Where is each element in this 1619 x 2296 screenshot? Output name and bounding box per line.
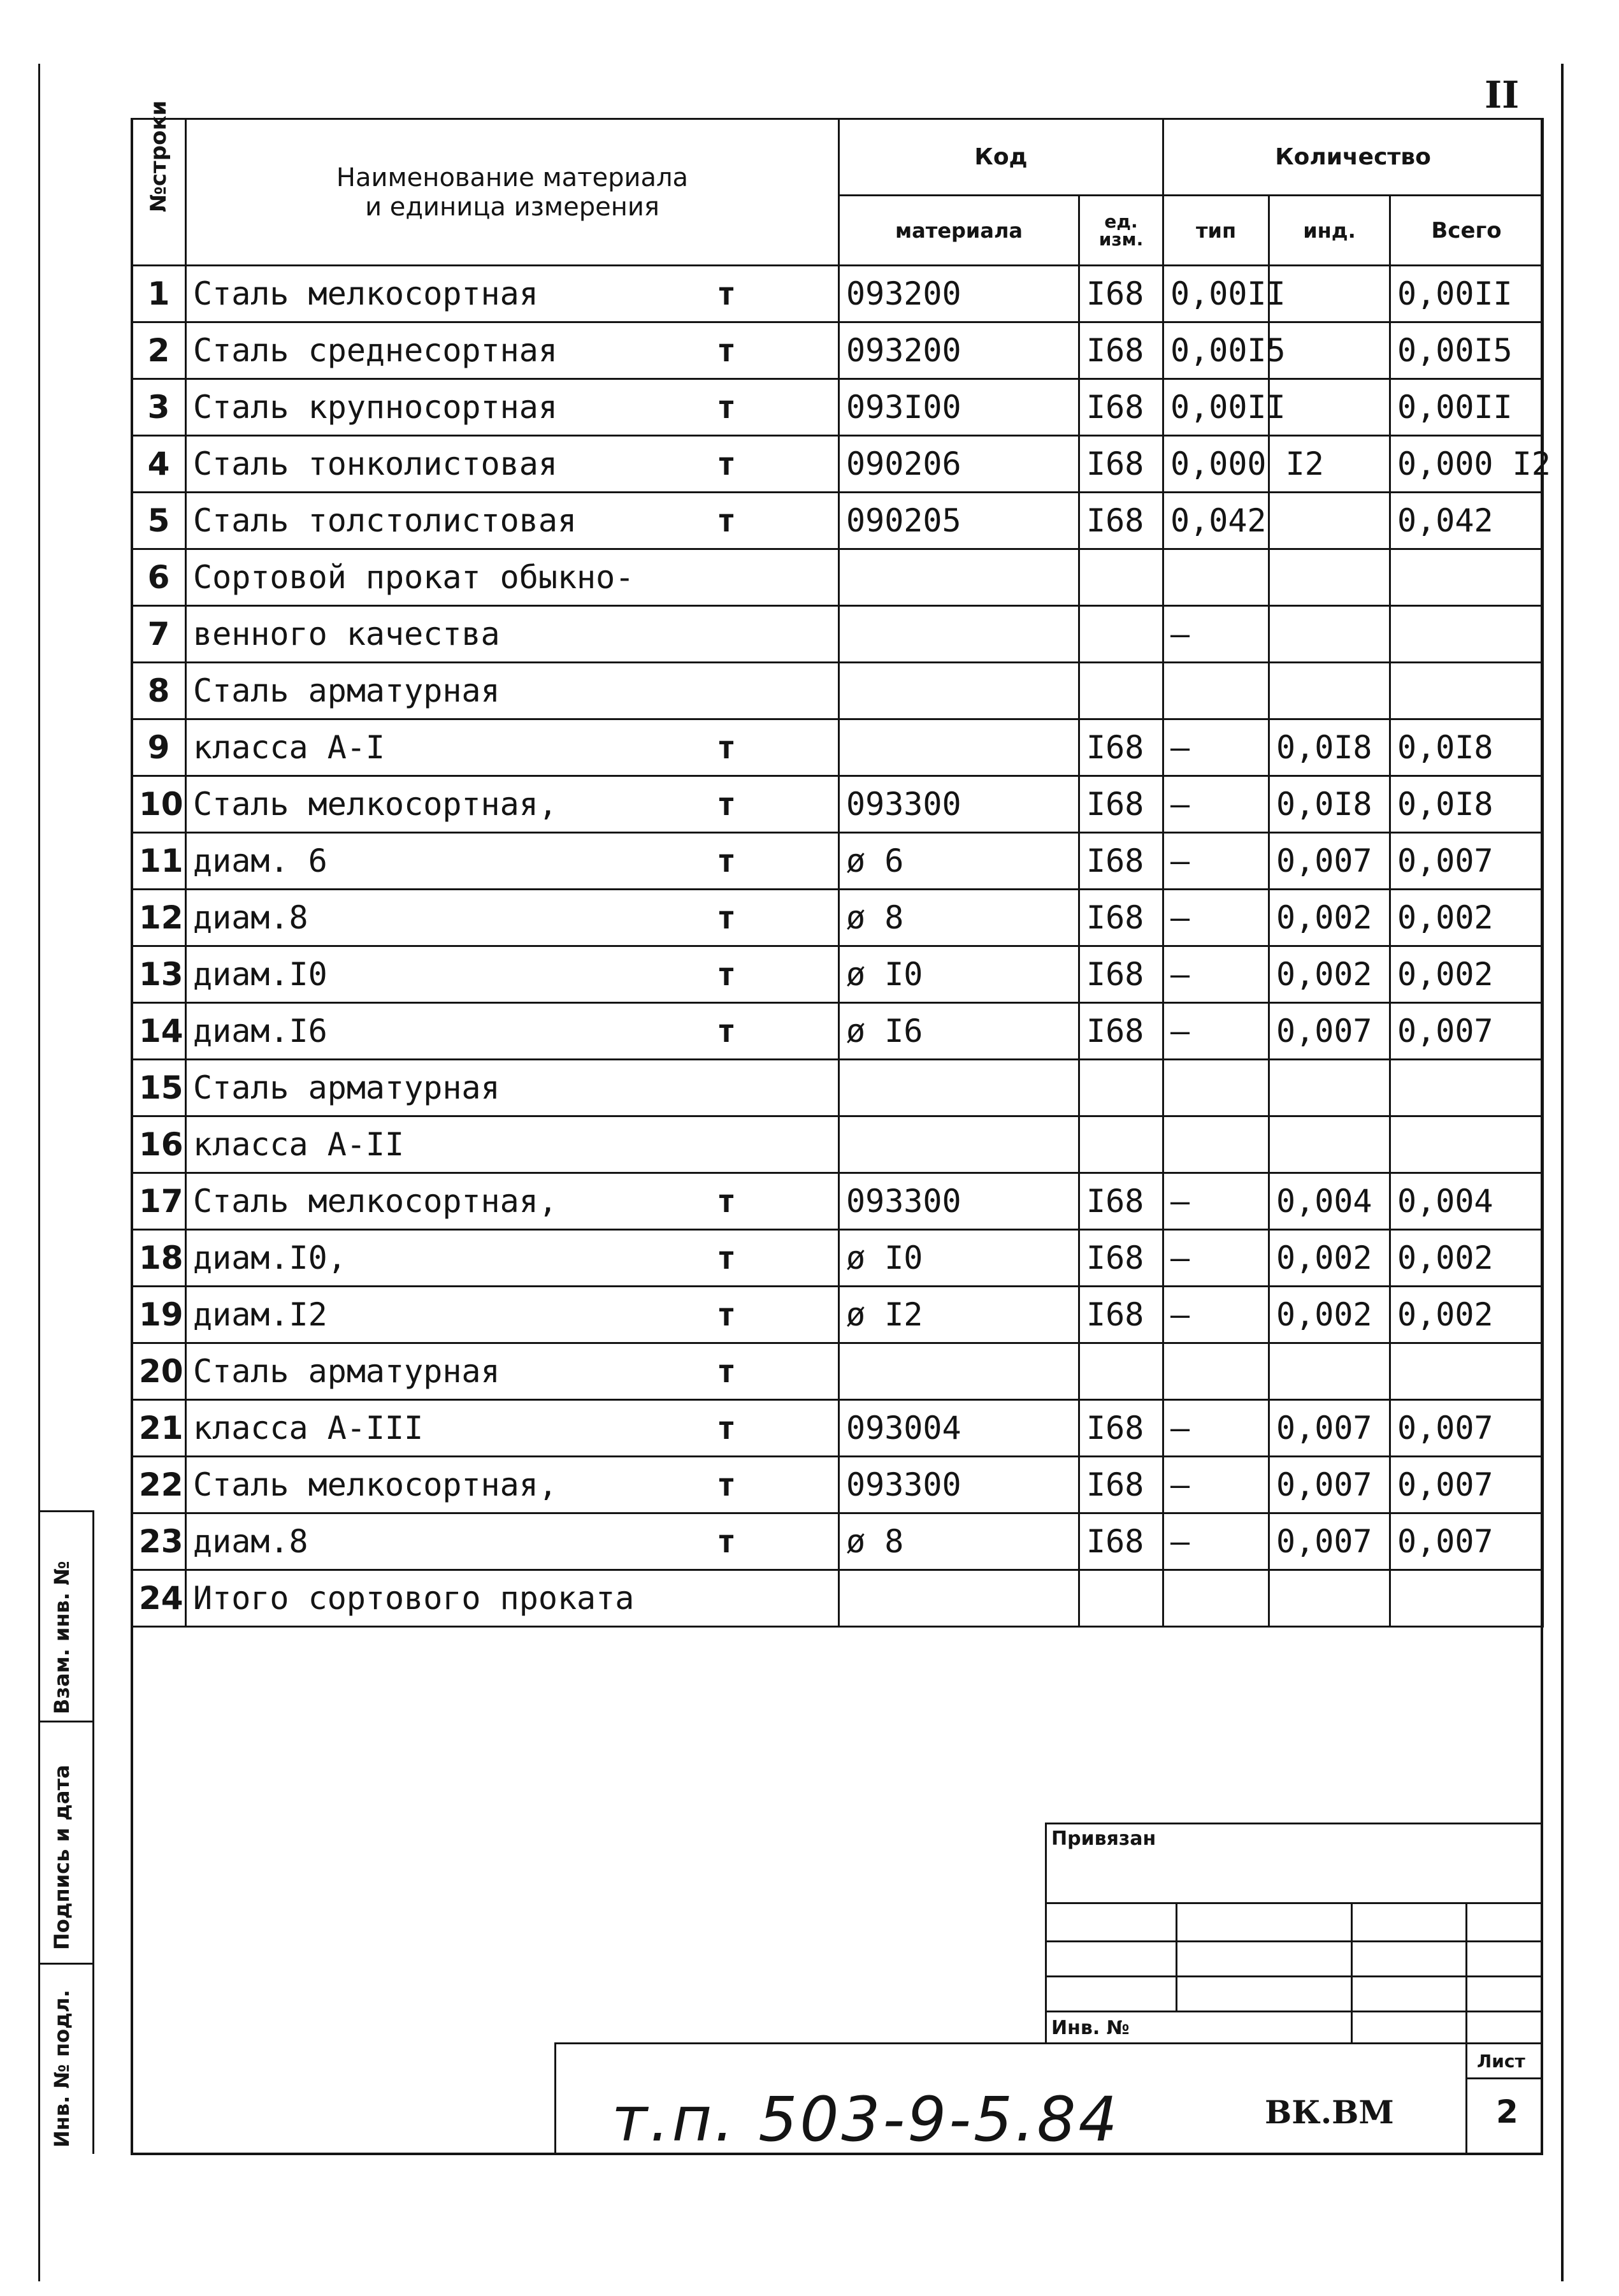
qty-ind: 0,002 bbox=[1269, 1287, 1390, 1343]
material-code: 093I00 bbox=[839, 379, 1079, 436]
qty-ind bbox=[1269, 1343, 1390, 1400]
unit-code: I68 bbox=[1079, 322, 1163, 379]
qty-type bbox=[1163, 549, 1269, 606]
qty-ind: 0,002 bbox=[1269, 1230, 1390, 1287]
table-row bbox=[132, 1003, 1543, 1060]
table-row bbox=[132, 1513, 1543, 1570]
qty-ind bbox=[1269, 1116, 1390, 1173]
material-name bbox=[186, 1457, 839, 1513]
qty-type: – bbox=[1163, 776, 1269, 833]
qty-type: – bbox=[1163, 1003, 1269, 1060]
unit-code: I68 bbox=[1079, 946, 1163, 1003]
qty-type: – bbox=[1163, 833, 1269, 890]
qty-total bbox=[1390, 1116, 1543, 1173]
qty-total: 0,007 bbox=[1390, 833, 1543, 890]
qty-type: – bbox=[1163, 719, 1269, 776]
unit-abbrev: т bbox=[716, 1523, 736, 1560]
header-row-no: №строки bbox=[132, 119, 186, 266]
unit-code: I68 bbox=[1079, 1457, 1163, 1513]
unit-abbrev: т bbox=[716, 1466, 736, 1503]
material-name-text: Сталь крупносортная bbox=[193, 389, 558, 426]
unit-abbrev: т bbox=[716, 1183, 736, 1220]
header-code-unit: ед. изм. bbox=[1079, 196, 1163, 266]
material-code: 093300 bbox=[839, 1457, 1079, 1513]
header-qty-ind: инд. bbox=[1269, 196, 1390, 266]
unit-code: I68 bbox=[1079, 1173, 1163, 1230]
material-code: ø I6 bbox=[839, 1003, 1079, 1060]
frame-margin-line bbox=[1561, 64, 1564, 2281]
material-name-text: класса А-II bbox=[193, 1126, 405, 1163]
row-number: 23 bbox=[132, 1513, 186, 1570]
material-code: 093200 bbox=[839, 266, 1079, 322]
unit-code: I68 bbox=[1079, 379, 1163, 436]
unit-abbrev: т bbox=[716, 1353, 736, 1390]
table-row bbox=[132, 776, 1543, 833]
qty-type: – bbox=[1163, 890, 1269, 946]
qty-total: 0,007 bbox=[1390, 1457, 1543, 1513]
stamp-h4 bbox=[1045, 2011, 1542, 2012]
qty-total: 0,002 bbox=[1390, 946, 1543, 1003]
qty-total: 0,007 bbox=[1390, 1003, 1543, 1060]
row-number: 10 bbox=[132, 776, 186, 833]
row-number: 8 bbox=[132, 663, 186, 719]
material-name-text: Сталь среднесортная bbox=[193, 332, 558, 369]
material-name bbox=[186, 1287, 839, 1343]
header-qty-total: Всего bbox=[1390, 196, 1543, 266]
material-name bbox=[186, 606, 839, 663]
unit-abbrev: т bbox=[716, 786, 736, 823]
unit-abbrev: т bbox=[716, 729, 736, 766]
side-box-right bbox=[92, 1510, 94, 2154]
page-number: II bbox=[1485, 73, 1520, 117]
unit-code: I68 bbox=[1079, 266, 1163, 322]
material-name-text: Сталь мелкосортная, bbox=[193, 786, 558, 823]
unit-code bbox=[1079, 663, 1163, 719]
material-name-text: Сталь арматурная bbox=[193, 672, 500, 709]
side-box-div2 bbox=[38, 1721, 94, 1722]
qty-total: 0,007 bbox=[1390, 1513, 1543, 1570]
qty-type: – bbox=[1163, 1230, 1269, 1287]
unit-code bbox=[1079, 549, 1163, 606]
material-name-text: Сталь мелкосортная bbox=[193, 275, 538, 312]
qty-ind bbox=[1269, 493, 1390, 549]
unit-code: I68 bbox=[1079, 1230, 1163, 1287]
qty-ind bbox=[1269, 1060, 1390, 1116]
material-code: ø 8 bbox=[839, 1513, 1079, 1570]
row-number: 13 bbox=[132, 946, 186, 1003]
qty-total bbox=[1390, 1570, 1543, 1627]
material-code: ø I2 bbox=[839, 1287, 1079, 1343]
row-number: 11 bbox=[132, 833, 186, 890]
unit-code bbox=[1079, 1116, 1163, 1173]
unit-code: I68 bbox=[1079, 719, 1163, 776]
qty-ind: 0,007 bbox=[1269, 1003, 1390, 1060]
qty-type: – bbox=[1163, 946, 1269, 1003]
document-reference: ВК.ВМ bbox=[1265, 2093, 1394, 2131]
material-name-text: класса А-I bbox=[193, 729, 385, 766]
table-row bbox=[132, 1457, 1543, 1513]
material-name bbox=[186, 890, 839, 946]
material-name-text: диам.8 bbox=[193, 899, 308, 936]
row-number: 3 bbox=[132, 379, 186, 436]
unit-abbrev: т bbox=[716, 1296, 736, 1333]
row-number: 24 bbox=[132, 1570, 186, 1627]
material-name bbox=[186, 776, 839, 833]
material-name bbox=[186, 493, 839, 549]
material-code: 093300 bbox=[839, 1173, 1079, 1230]
unit-abbrev: т bbox=[716, 502, 736, 539]
table-row bbox=[132, 1287, 1543, 1343]
qty-type: 0,00I5 bbox=[1163, 322, 1269, 379]
material-name bbox=[186, 1116, 839, 1173]
header-code-material: материала bbox=[839, 196, 1079, 266]
table-row bbox=[132, 436, 1543, 493]
qty-total: 0,00II bbox=[1390, 379, 1543, 436]
header-code: Код bbox=[839, 119, 1163, 196]
material-name-text: диам. 6 bbox=[193, 842, 327, 879]
row-number: 19 bbox=[132, 1287, 186, 1343]
unit-abbrev: т bbox=[716, 1013, 736, 1050]
material-name bbox=[186, 663, 839, 719]
materials-table bbox=[131, 100, 1551, 1628]
material-code bbox=[839, 1570, 1079, 1627]
material-name bbox=[186, 719, 839, 776]
row-number: 2 bbox=[132, 322, 186, 379]
qty-type: – bbox=[1163, 1513, 1269, 1570]
material-code bbox=[839, 663, 1079, 719]
table-row bbox=[132, 1060, 1543, 1116]
table-row bbox=[132, 1343, 1543, 1400]
material-code bbox=[839, 1343, 1079, 1400]
title-block-top bbox=[554, 2042, 1542, 2044]
material-name bbox=[186, 833, 839, 890]
qty-type: 0,00II bbox=[1163, 266, 1269, 322]
stamp-h1 bbox=[1045, 1902, 1542, 1904]
header-quantity: Количество bbox=[1163, 119, 1543, 196]
qty-ind: 0,002 bbox=[1269, 946, 1390, 1003]
stamp-inv-no: Инв. № bbox=[1051, 2017, 1130, 2039]
material-code: ø 6 bbox=[839, 833, 1079, 890]
material-name bbox=[186, 1513, 839, 1570]
stamp-h3 bbox=[1045, 1975, 1542, 1977]
qty-total bbox=[1390, 606, 1543, 663]
unit-code: I68 bbox=[1079, 1003, 1163, 1060]
material-name bbox=[186, 1570, 839, 1627]
material-name-text: Сталь толстолистовая bbox=[193, 502, 577, 539]
qty-total bbox=[1390, 663, 1543, 719]
document-number: т.п. 503-9-5.84 bbox=[612, 2084, 1120, 2155]
table-row bbox=[132, 493, 1543, 549]
unit-code: I68 bbox=[1079, 1287, 1163, 1343]
title-block-left bbox=[554, 2042, 556, 2154]
stamp-top bbox=[1045, 1823, 1542, 1824]
stamp-list-label: Лист bbox=[1477, 2051, 1525, 2072]
stamp-v3 bbox=[1465, 1902, 1467, 2154]
unit-abbrev: т bbox=[716, 445, 736, 482]
row-number: 16 bbox=[132, 1116, 186, 1173]
qty-type: – bbox=[1163, 606, 1269, 663]
table-row bbox=[132, 322, 1543, 379]
unit-code bbox=[1079, 1060, 1163, 1116]
material-name bbox=[186, 322, 839, 379]
material-code bbox=[839, 1116, 1079, 1173]
unit-abbrev: т bbox=[716, 332, 736, 369]
material-code bbox=[839, 549, 1079, 606]
qty-total bbox=[1390, 549, 1543, 606]
unit-abbrev: т bbox=[716, 1410, 736, 1447]
table-row bbox=[132, 719, 1543, 776]
material-name-text: Сталь арматурная bbox=[193, 1353, 500, 1390]
qty-total bbox=[1390, 1060, 1543, 1116]
qty-total: 0,00II bbox=[1390, 266, 1543, 322]
unit-code: I68 bbox=[1079, 776, 1163, 833]
material-code bbox=[839, 1060, 1079, 1116]
qty-total: 0,002 bbox=[1390, 890, 1543, 946]
material-code bbox=[839, 606, 1079, 663]
material-name bbox=[186, 266, 839, 322]
qty-ind bbox=[1269, 663, 1390, 719]
table-row bbox=[132, 1570, 1543, 1627]
frame-left-margin bbox=[38, 64, 40, 2281]
material-name-text: Итого сортового проката bbox=[193, 1580, 635, 1617]
unit-code bbox=[1079, 606, 1163, 663]
qty-total: 0,000 I2 bbox=[1390, 436, 1543, 493]
qty-type: – bbox=[1163, 1287, 1269, 1343]
table-row bbox=[132, 1230, 1543, 1287]
material-name-text: Сталь тонколистовая bbox=[193, 445, 558, 482]
material-code: ø I0 bbox=[839, 946, 1079, 1003]
stamp-list-number: 2 bbox=[1496, 2093, 1518, 2130]
material-code: 093004 bbox=[839, 1400, 1079, 1457]
stamp-v1 bbox=[1176, 1902, 1177, 2011]
material-name bbox=[186, 1003, 839, 1060]
material-name-text: венного качества bbox=[193, 616, 500, 653]
table-row bbox=[132, 946, 1543, 1003]
material-code: 093200 bbox=[839, 322, 1079, 379]
row-number: 21 bbox=[132, 1400, 186, 1457]
row-number: 7 bbox=[132, 606, 186, 663]
material-name bbox=[186, 1173, 839, 1230]
qty-total: 0,0I8 bbox=[1390, 719, 1543, 776]
qty-total: 0,0I8 bbox=[1390, 776, 1543, 833]
table-row bbox=[132, 890, 1543, 946]
table-row bbox=[132, 1116, 1543, 1173]
table-row bbox=[132, 1173, 1543, 1230]
qty-ind bbox=[1269, 379, 1390, 436]
material-name-text: класса А-III bbox=[193, 1410, 424, 1447]
qty-ind: 0,0I8 bbox=[1269, 776, 1390, 833]
side-label-vzam: Взам. инв. № bbox=[50, 1561, 74, 1714]
table-row bbox=[132, 549, 1543, 606]
qty-total: 0,002 bbox=[1390, 1287, 1543, 1343]
qty-ind bbox=[1269, 549, 1390, 606]
material-code: 093300 bbox=[839, 776, 1079, 833]
material-name bbox=[186, 1230, 839, 1287]
list-divider bbox=[1465, 2077, 1542, 2079]
qty-total: 0,007 bbox=[1390, 1400, 1543, 1457]
unit-abbrev: т bbox=[716, 275, 736, 312]
qty-ind: 0,007 bbox=[1269, 1513, 1390, 1570]
qty-ind bbox=[1269, 1570, 1390, 1627]
row-number: 9 bbox=[132, 719, 186, 776]
qty-type bbox=[1163, 1570, 1269, 1627]
material-name-text: Сталь мелкосортная, bbox=[193, 1466, 558, 1503]
header-qty-type: тип bbox=[1163, 196, 1269, 266]
material-name bbox=[186, 1060, 839, 1116]
header-name: Наименование материала и единица измерения bbox=[186, 119, 839, 266]
row-number: 18 bbox=[132, 1230, 186, 1287]
qty-ind: 0,007 bbox=[1269, 1400, 1390, 1457]
qty-total: 0,002 bbox=[1390, 1230, 1543, 1287]
row-number: 20 bbox=[132, 1343, 186, 1400]
side-box-div3 bbox=[38, 1963, 94, 1965]
stamp-left bbox=[1045, 1823, 1047, 2042]
row-number: 5 bbox=[132, 493, 186, 549]
qty-ind: 0,0I8 bbox=[1269, 719, 1390, 776]
unit-abbrev: т bbox=[716, 1239, 736, 1276]
row-number: 4 bbox=[132, 436, 186, 493]
qty-ind: 0,002 bbox=[1269, 890, 1390, 946]
qty-type bbox=[1163, 1116, 1269, 1173]
qty-ind bbox=[1269, 606, 1390, 663]
material-name-text: диам.I0 bbox=[193, 956, 327, 993]
qty-ind bbox=[1269, 322, 1390, 379]
unit-abbrev: т bbox=[716, 389, 736, 426]
qty-ind: 0,004 bbox=[1269, 1173, 1390, 1230]
material-name-text: Сталь мелкосортная, bbox=[193, 1183, 558, 1220]
table-row bbox=[132, 379, 1543, 436]
material-code: 090206 bbox=[839, 436, 1079, 493]
unit-code: I68 bbox=[1079, 1400, 1163, 1457]
material-name-text: диам.I0, bbox=[193, 1239, 347, 1276]
unit-code: I68 bbox=[1079, 436, 1163, 493]
row-number: 17 bbox=[132, 1173, 186, 1230]
material-code bbox=[839, 719, 1079, 776]
unit-abbrev: т bbox=[716, 842, 736, 879]
table-row bbox=[132, 606, 1543, 663]
qty-type: 0,00II bbox=[1163, 379, 1269, 436]
material-name-text: диам.I2 bbox=[193, 1296, 327, 1333]
table-row bbox=[132, 663, 1543, 719]
qty-total: 0,004 bbox=[1390, 1173, 1543, 1230]
side-box-div1 bbox=[38, 1510, 94, 1512]
material-name bbox=[186, 549, 839, 606]
qty-type bbox=[1163, 1343, 1269, 1400]
material-name-text: диам.8 bbox=[193, 1523, 308, 1560]
qty-total: 0,042 bbox=[1390, 493, 1543, 549]
material-name bbox=[186, 946, 839, 1003]
material-code: 090205 bbox=[839, 493, 1079, 549]
side-label-podpis: Подпись и дата bbox=[50, 1765, 74, 1950]
table-row bbox=[132, 1400, 1543, 1457]
qty-type: 0,042 bbox=[1163, 493, 1269, 549]
qty-total bbox=[1390, 1343, 1543, 1400]
row-number: 22 bbox=[132, 1457, 186, 1513]
material-name bbox=[186, 436, 839, 493]
qty-type: – bbox=[1163, 1457, 1269, 1513]
material-code: ø 8 bbox=[839, 890, 1079, 946]
unit-code: I68 bbox=[1079, 890, 1163, 946]
qty-type bbox=[1163, 663, 1269, 719]
qty-type: 0,000 I2 bbox=[1163, 436, 1269, 493]
unit-code bbox=[1079, 1570, 1163, 1627]
qty-type: – bbox=[1163, 1173, 1269, 1230]
table-row bbox=[132, 266, 1543, 322]
stamp-v2 bbox=[1351, 1902, 1353, 2042]
qty-type bbox=[1163, 1060, 1269, 1116]
unit-abbrev: т bbox=[716, 899, 736, 936]
unit-code: I68 bbox=[1079, 1513, 1163, 1570]
unit-code: I68 bbox=[1079, 833, 1163, 890]
material-code: ø I0 bbox=[839, 1230, 1079, 1287]
stamp-privyazan: Привязан bbox=[1051, 1828, 1156, 1850]
qty-ind bbox=[1269, 266, 1390, 322]
row-number: 12 bbox=[132, 890, 186, 946]
qty-ind: 0,007 bbox=[1269, 833, 1390, 890]
side-label-inv-podl: Инв. № подл. bbox=[50, 1989, 74, 2148]
qty-ind: 0,007 bbox=[1269, 1457, 1390, 1513]
row-number: 6 bbox=[132, 549, 186, 606]
qty-total: 0,00I5 bbox=[1390, 322, 1543, 379]
stamp-h2 bbox=[1045, 1940, 1542, 1942]
material-name bbox=[186, 1343, 839, 1400]
row-number: 14 bbox=[132, 1003, 186, 1060]
material-name-text: Сортовой прокат обыкно- bbox=[193, 559, 635, 596]
unit-abbrev: т bbox=[716, 956, 736, 993]
qty-type: – bbox=[1163, 1400, 1269, 1457]
material-name bbox=[186, 379, 839, 436]
material-name bbox=[186, 1400, 839, 1457]
table-row bbox=[132, 833, 1543, 890]
unit-code: I68 bbox=[1079, 493, 1163, 549]
row-number: 1 bbox=[132, 266, 186, 322]
row-number: 15 bbox=[132, 1060, 186, 1116]
unit-code bbox=[1079, 1343, 1163, 1400]
material-name-text: диам.I6 bbox=[193, 1013, 327, 1050]
material-name-text: Сталь арматурная bbox=[193, 1069, 500, 1106]
